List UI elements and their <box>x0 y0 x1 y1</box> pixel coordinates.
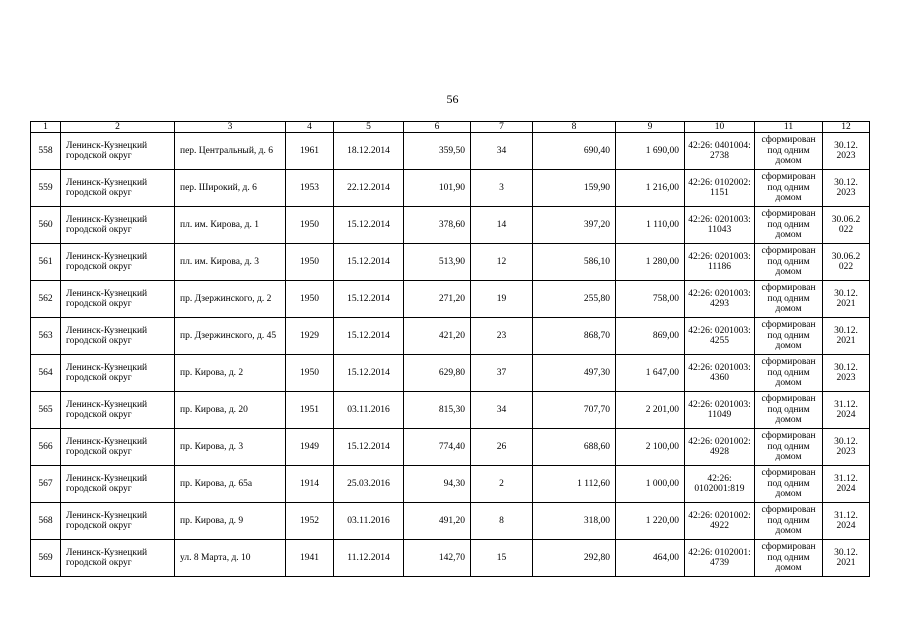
column-header: 11 <box>755 122 823 133</box>
cadastral-number-cell: 42:26: 0401004: 2738 <box>685 133 755 170</box>
deadline-cell: 31.12. 2024 <box>823 503 870 540</box>
municipality-cell: Ленинск-Кузнецкий городской округ <box>61 318 175 355</box>
row-number-cell: 566 <box>31 429 61 466</box>
status-cell: сформирован под одним домом <box>755 281 823 318</box>
area-cell: 629,80 <box>404 355 471 392</box>
column-header: 3 <box>175 122 286 133</box>
date-cell: 15.12.2014 <box>334 318 404 355</box>
cost-cell: 1 690,00 <box>616 133 685 170</box>
row-number-cell: 569 <box>31 540 61 577</box>
area-cell: 690,40 <box>533 133 616 170</box>
address-cell: пр. Дзержинского, д. 45 <box>175 318 286 355</box>
year-cell: 1950 <box>286 355 334 392</box>
deadline-cell: 30.12. 2021 <box>823 318 870 355</box>
status-cell: сформирован под одним домом <box>755 318 823 355</box>
cost-cell: 758,00 <box>616 281 685 318</box>
cost-cell: 2 201,00 <box>616 392 685 429</box>
cost-cell: 1 220,00 <box>616 503 685 540</box>
municipality-cell: Ленинск-Кузнецкий городской округ <box>61 170 175 207</box>
residents-cell: 14 <box>471 207 533 244</box>
area-cell: 378,60 <box>404 207 471 244</box>
residents-cell: 37 <box>471 355 533 392</box>
cadastral-number-cell: 42:26: 0201003: 11186 <box>685 244 755 281</box>
area-cell: 1 112,60 <box>533 466 616 503</box>
municipality-cell: Ленинск-Кузнецкий городской округ <box>61 466 175 503</box>
row-number-cell: 559 <box>31 170 61 207</box>
municipality-cell: Ленинск-Кузнецкий городской округ <box>61 244 175 281</box>
status-cell: сформирован под одним домом <box>755 466 823 503</box>
year-cell: 1941 <box>286 540 334 577</box>
address-cell: пр. Кирова, д. 20 <box>175 392 286 429</box>
cadastral-number-cell: 42:26: 0201003: 11049 <box>685 392 755 429</box>
table-row <box>31 503 870 540</box>
area-cell: 271,20 <box>404 281 471 318</box>
column-header: 5 <box>334 122 404 133</box>
table-row <box>31 207 870 244</box>
row-number-cell: 565 <box>31 392 61 429</box>
status-cell: сформирован под одним домом <box>755 429 823 466</box>
residents-cell: 2 <box>471 466 533 503</box>
cost-cell: 869,00 <box>616 318 685 355</box>
cost-cell: 1 000,00 <box>616 466 685 503</box>
residents-cell: 19 <box>471 281 533 318</box>
row-number-cell: 558 <box>31 133 61 170</box>
address-cell: ул. 8 Марта, д. 10 <box>175 540 286 577</box>
row-number-cell: 562 <box>31 281 61 318</box>
deadline-cell: 31.12. 2024 <box>823 392 870 429</box>
table-row <box>31 170 870 207</box>
area-cell: 688,60 <box>533 429 616 466</box>
date-cell: 03.11.2016 <box>334 503 404 540</box>
table-row <box>31 392 870 429</box>
address-cell: пер. Центральный, д. 6 <box>175 133 286 170</box>
row-number-cell: 567 <box>31 466 61 503</box>
area-cell: 586,10 <box>533 244 616 281</box>
area-cell: 491,20 <box>404 503 471 540</box>
residents-cell: 15 <box>471 540 533 577</box>
date-cell: 03.11.2016 <box>334 392 404 429</box>
date-cell: 15.12.2014 <box>334 355 404 392</box>
area-cell: 397,20 <box>533 207 616 244</box>
area-cell: 318,00 <box>533 503 616 540</box>
municipality-cell: Ленинск-Кузнецкий городской округ <box>61 355 175 392</box>
area-cell: 359,50 <box>404 133 471 170</box>
cadastral-number-cell: 42:26: 0201003: 11043 <box>685 207 755 244</box>
address-cell: пр. Кирова, д. 9 <box>175 503 286 540</box>
column-header: 1 <box>31 122 61 133</box>
date-cell: 18.12.2014 <box>334 133 404 170</box>
municipality-cell: Ленинск-Кузнецкий городской округ <box>61 392 175 429</box>
deadline-cell: 30.12. 2021 <box>823 540 870 577</box>
header-row <box>31 122 870 133</box>
year-cell: 1961 <box>286 133 334 170</box>
column-header: 10 <box>685 122 755 133</box>
municipality-cell: Ленинск-Кузнецкий городской округ <box>61 281 175 318</box>
residents-cell: 34 <box>471 392 533 429</box>
date-cell: 15.12.2014 <box>334 429 404 466</box>
cost-cell: 464,00 <box>616 540 685 577</box>
row-number-cell: 560 <box>31 207 61 244</box>
deadline-cell: 30.12. 2023 <box>823 133 870 170</box>
area-cell: 868,70 <box>533 318 616 355</box>
table-row <box>31 540 870 577</box>
area-cell: 774,40 <box>404 429 471 466</box>
column-header: 4 <box>286 122 334 133</box>
cadastral-number-cell: 42:26: 0201003: 4360 <box>685 355 755 392</box>
year-cell: 1950 <box>286 207 334 244</box>
cost-cell: 1 280,00 <box>616 244 685 281</box>
area-cell: 815,30 <box>404 392 471 429</box>
table-row <box>31 281 870 318</box>
table-row <box>31 466 870 503</box>
status-cell: сформирован под одним домом <box>755 207 823 244</box>
status-cell: сформирован под одним домом <box>755 170 823 207</box>
cadastral-number-cell: 42:26: 0102001:819 <box>685 466 755 503</box>
deadline-cell: 30.12. 2023 <box>823 355 870 392</box>
status-cell: сформирован под одним домом <box>755 133 823 170</box>
status-cell: сформирован под одним домом <box>755 355 823 392</box>
deadline-cell: 30.12. 2021 <box>823 281 870 318</box>
row-number-cell: 568 <box>31 503 61 540</box>
page-number: 56 <box>446 92 459 106</box>
year-cell: 1950 <box>286 244 334 281</box>
row-number-cell: 563 <box>31 318 61 355</box>
residents-cell: 34 <box>471 133 533 170</box>
year-cell: 1953 <box>286 170 334 207</box>
year-cell: 1929 <box>286 318 334 355</box>
cost-cell: 1 110,00 <box>616 207 685 244</box>
table-row <box>31 318 870 355</box>
cadastral-number-cell: 42:26: 0102002: 1151 <box>685 170 755 207</box>
column-header: 6 <box>404 122 471 133</box>
address-cell: пл. им. Кирова, д. 1 <box>175 207 286 244</box>
year-cell: 1950 <box>286 281 334 318</box>
municipality-cell: Ленинск-Кузнецкий городской округ <box>61 540 175 577</box>
municipality-cell: Ленинск-Кузнецкий городской округ <box>61 207 175 244</box>
status-cell: сформирован под одним домом <box>755 503 823 540</box>
area-cell: 497,30 <box>533 355 616 392</box>
cadastral-number-cell: 42:26: 0102001: 4739 <box>685 540 755 577</box>
cadastral-number-cell: 42:26: 0201002: 4922 <box>685 503 755 540</box>
deadline-cell: 30.12. 2023 <box>823 170 870 207</box>
year-cell: 1952 <box>286 503 334 540</box>
status-cell: сформирован под одним домом <box>755 392 823 429</box>
date-cell: 25.03.2016 <box>334 466 404 503</box>
deadline-cell: 31.12. 2024 <box>823 466 870 503</box>
year-cell: 1949 <box>286 429 334 466</box>
cost-cell: 1 647,00 <box>616 355 685 392</box>
status-cell: сформирован под одним домом <box>755 244 823 281</box>
row-number-cell: 564 <box>31 355 61 392</box>
address-cell: пл. им. Кирова, д. 3 <box>175 244 286 281</box>
residents-cell: 12 <box>471 244 533 281</box>
address-cell: пр. Кирова, д. 2 <box>175 355 286 392</box>
column-header: 8 <box>533 122 616 133</box>
column-header: 7 <box>471 122 533 133</box>
area-cell: 421,20 <box>404 318 471 355</box>
residents-cell: 3 <box>471 170 533 207</box>
municipality-cell: Ленинск-Кузнецкий городской округ <box>61 503 175 540</box>
year-cell: 1951 <box>286 392 334 429</box>
date-cell: 15.12.2014 <box>334 207 404 244</box>
cadastral-number-cell: 42:26: 0201002: 4928 <box>685 429 755 466</box>
residents-cell: 8 <box>471 503 533 540</box>
register-table <box>30 121 870 577</box>
table-row <box>31 355 870 392</box>
deadline-cell: 30.12. 2023 <box>823 429 870 466</box>
cost-cell: 2 100,00 <box>616 429 685 466</box>
address-cell: пр. Дзержинского, д. 2 <box>175 281 286 318</box>
municipality-cell: Ленинск-Кузнецкий городской округ <box>61 429 175 466</box>
deadline-cell: 30.06.2 022 <box>823 207 870 244</box>
municipality-cell: Ленинск-Кузнецкий городской округ <box>61 133 175 170</box>
deadline-cell: 30.06.2 022 <box>823 244 870 281</box>
date-cell: 15.12.2014 <box>334 244 404 281</box>
cost-cell: 1 216,00 <box>616 170 685 207</box>
area-cell: 292,80 <box>533 540 616 577</box>
table-row <box>31 244 870 281</box>
status-cell: сформирован под одним домом <box>755 540 823 577</box>
residents-cell: 26 <box>471 429 533 466</box>
cadastral-number-cell: 42:26: 0201003: 4293 <box>685 281 755 318</box>
date-cell: 22.12.2014 <box>334 170 404 207</box>
table-row <box>31 429 870 466</box>
year-cell: 1914 <box>286 466 334 503</box>
address-cell: пер. Широкий, д. 6 <box>175 170 286 207</box>
column-header: 9 <box>616 122 685 133</box>
address-cell: пр. Кирова, д. 65а <box>175 466 286 503</box>
area-cell: 94,30 <box>404 466 471 503</box>
row-number-cell: 561 <box>31 244 61 281</box>
column-header: 2 <box>61 122 175 133</box>
area-cell: 707,70 <box>533 392 616 429</box>
date-cell: 11.12.2014 <box>334 540 404 577</box>
area-cell: 159,90 <box>533 170 616 207</box>
date-cell: 15.12.2014 <box>334 281 404 318</box>
area-cell: 255,80 <box>533 281 616 318</box>
residents-cell: 23 <box>471 318 533 355</box>
table-row <box>31 133 870 170</box>
cadastral-number-cell: 42:26: 0201003: 4255 <box>685 318 755 355</box>
area-cell: 513,90 <box>404 244 471 281</box>
area-cell: 142,70 <box>404 540 471 577</box>
area-cell: 101,90 <box>404 170 471 207</box>
column-header: 12 <box>823 122 870 133</box>
address-cell: пр. Кирова, д. 3 <box>175 429 286 466</box>
